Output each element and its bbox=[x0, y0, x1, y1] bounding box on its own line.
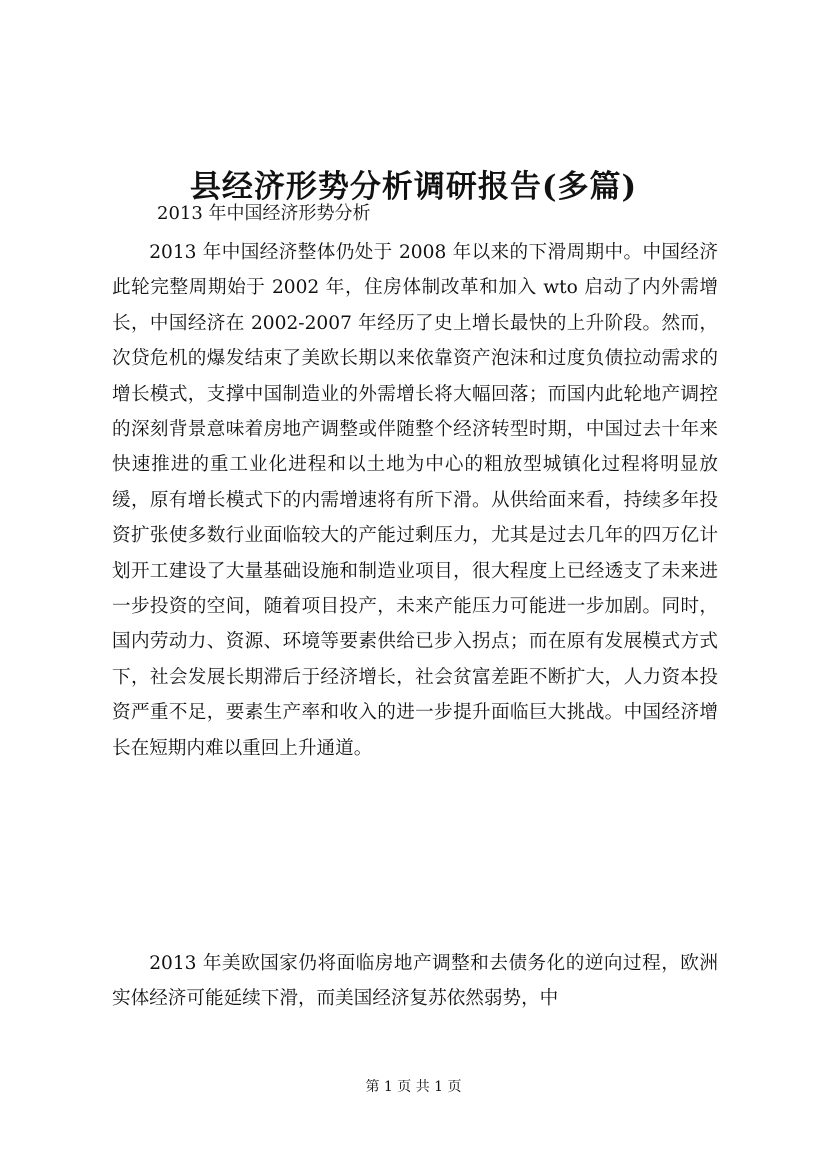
body-paragraph: 2013 年美欧国家仍将面临房地产调整和去债务化的逆向过程，欧洲实体经济可能延续下滑，而美国经济复苏依然弱势，中 bbox=[112, 953, 718, 1010]
document-title: 县经济形势分析调研报告(多篇) bbox=[189, 168, 638, 205]
page-footer: 第 1 页 共 1 页 bbox=[365, 1079, 462, 1095]
section-heading: 2013 年中国经济形势分析 bbox=[157, 203, 371, 224]
body-paragraph: 2013 年中国经济整体仍处于 2008 年以来的下滑周期中。中国经济此轮完整周期始于 2002 年，住房体制改革和加入 wto 启动了内外需增长，中国经济在 2002-2007 年经历了史上增长最快的上升阶段。然而，次贷危机的爆发结束了美欧长期以来依靠资产泡沫和过度负债拉动需求的增长模式，支撑中国制造业的外需增长将大幅回落；而国内此轮地产调控的深刻背景意味着房地产调整或伴随整个经济转型时期，中国过去十年来快速推进的重工业化进程和以土地为中心的粗放型城镇化过程将明显放缓，原有增长模式下的内需增速将有所下滑。从供给面来看，持续多年投资扩张使多数行业面临较大的产能过剩压力，尤其是过去几年的四万亿计划开工建设了大量基础设施和制造业项目，很大程度上已经透支了未来进一步投资的空间，随着项目投产，未来产能压力可能进一步加剧。同时，国内劳动力、资源、环境等要素供给已步入拐点；而在原有发展模式方式下，社会发展长期滞后于经济增长，社会贫富差距不断扩大，人力资本投资严重不足，要素生产率和收入的进一步提升面临巨大挑战。中国经济增长在短期内难以重回上升通道。 bbox=[112, 242, 718, 759]
